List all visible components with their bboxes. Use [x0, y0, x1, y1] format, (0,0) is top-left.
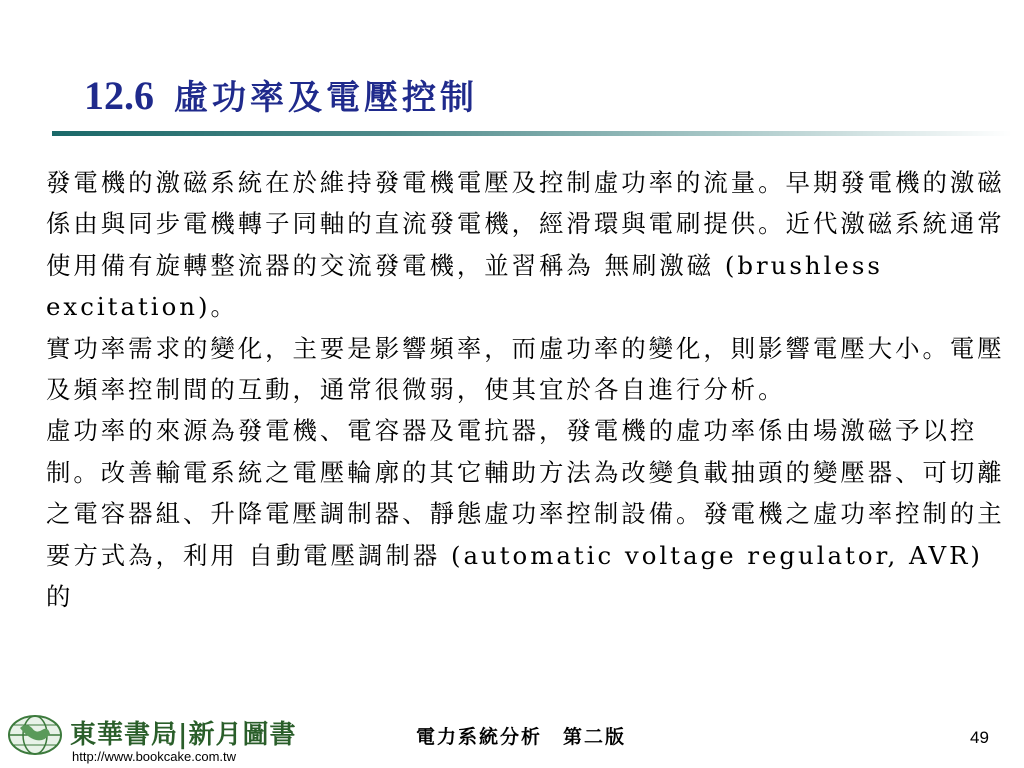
paragraph-reactive-sources: 虛功率的來源為發電機、電容器及電抗器，發電機的虛功率係由場激磁予以控制。改善輸電系統之電壓輪廓的其它輔助方法為改變負載抽頭的變壓器、可切離之電容器組、升降電壓調制器、靜態虛功率控制設備。發電機之虛功率控制的主要方式為，利用 自動電壓調制器 (automatic voltage regulator, AVR) 的	[46, 416, 1005, 612]
page-number: 49	[970, 728, 989, 747]
book-title: 電力系統分析 第二版	[416, 726, 627, 748]
slide-body	[46, 162, 1006, 617]
title-divider	[52, 131, 1012, 136]
publisher-url: http://www.bookcake.com.tw	[72, 749, 237, 764]
paragraph-excitation: 發電機的激磁系統在於維持發電機電壓及控制虛功率的流量。早期發電機的激磁係由與同步電機轉子同軸的直流發電機，經滑環與電刷提供。近代激磁系統通常使用備有旋轉整流器的交流發電機，並習稱為 無刷激磁 (brushless excitation)。	[46, 168, 1005, 322]
globe-icon	[6, 712, 64, 758]
paragraph-frequency-voltage: 實功率需求的變化，主要是影響頻率，而虛功率的變化，則影響電壓大小。電壓及頻率控制間的互動，通常很微弱，使其宜於各自進行分析。	[46, 333, 1005, 405]
slide-title	[84, 70, 478, 126]
section-title: 虛功率及電壓控制	[174, 78, 478, 118]
section-number: 12.6	[84, 73, 154, 118]
publisher-logo	[4, 712, 297, 764]
publisher-name: 東華書局|新月圖書	[70, 720, 297, 750]
